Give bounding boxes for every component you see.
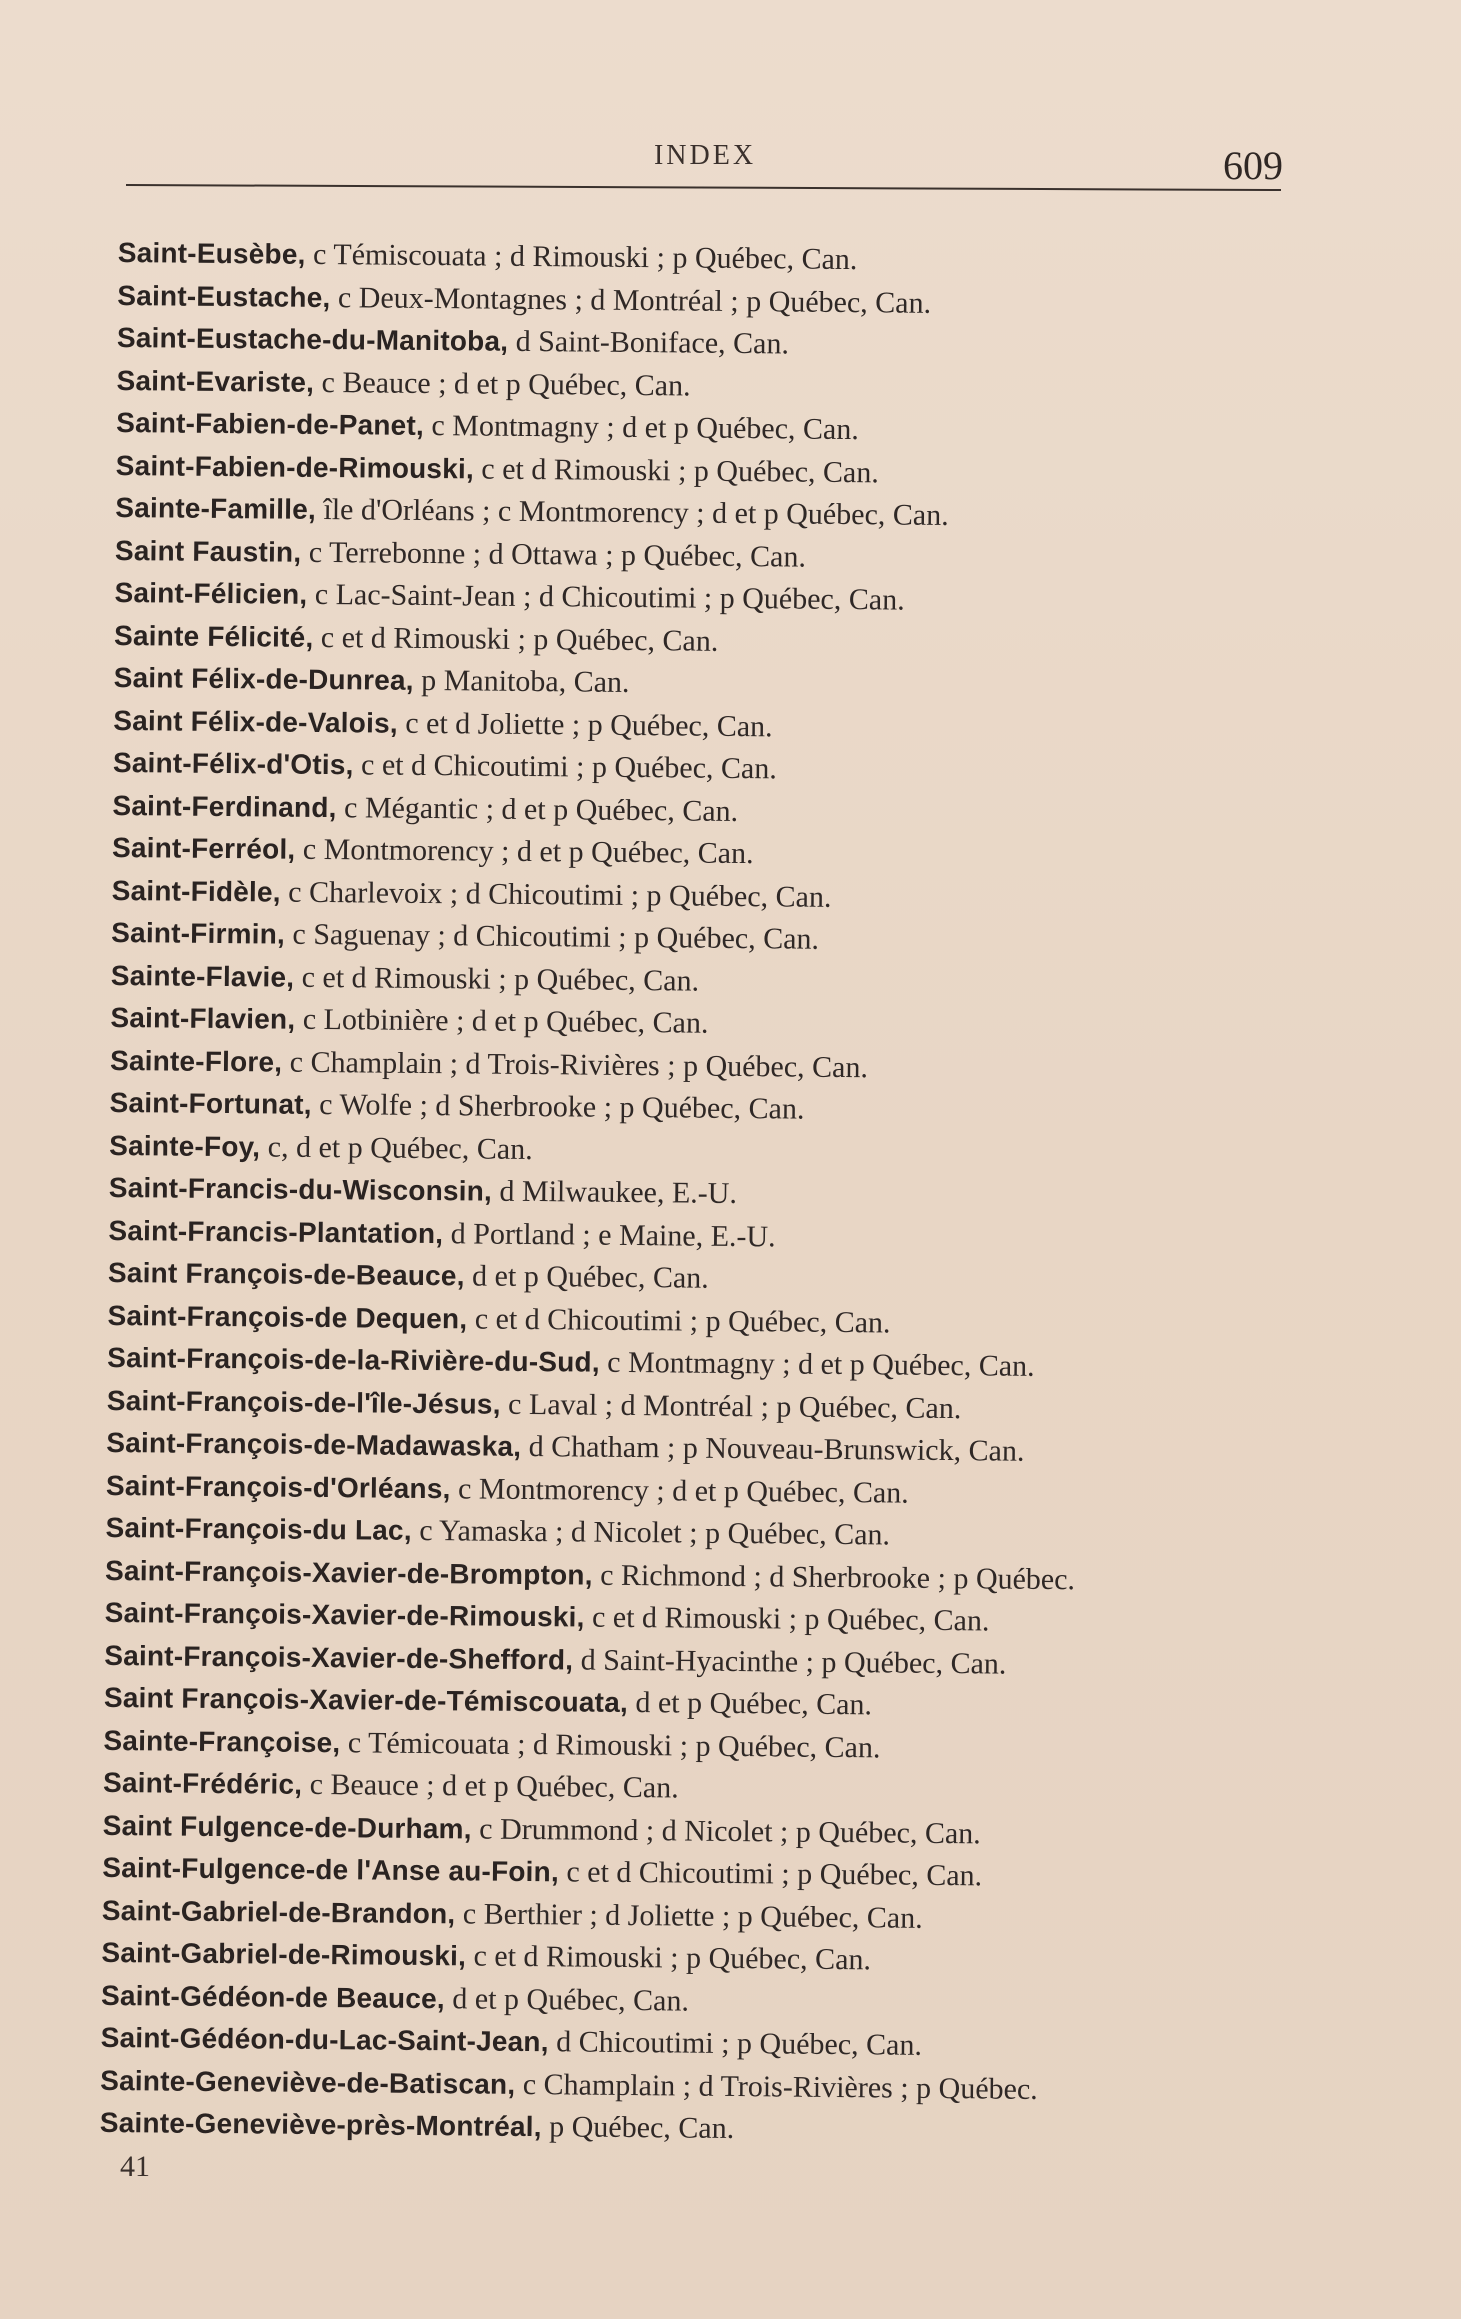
entry-details: c Yamaska ; d Nicolet ; p Québec, Can. [411, 1513, 891, 1552]
entry-details: c et d Rimouski ; p Québec, Can. [584, 1600, 990, 1638]
header-rule [126, 184, 1281, 191]
entry-place-name: Saint-Evariste, [116, 364, 315, 398]
entry-place-name: Sainte-Flavie, [110, 959, 295, 993]
entry-details: c Beauce ; d et p Québec, Can. [302, 1767, 679, 1805]
entry-details: c et d Rimouski ; p Québec, Can. [294, 960, 700, 998]
entry-details: c Beauce ; d et p Québec, Can. [313, 365, 691, 403]
entry-place-name: Saint-François-d'Orléans, [105, 1469, 451, 1504]
entry-place-name: Saint-François-de-la-Rivière-du-Sud, [107, 1341, 600, 1378]
entry-place-name: Saint-Francis-Plantation, [108, 1214, 444, 1249]
entry-details: c Champlain ; d Trois-Rivières ; p Québec. [515, 2067, 1038, 2106]
entry-details: c Berthier ; d Joliette ; p Québec, Can. [455, 1896, 923, 1935]
entry-place-name: Saint-Fabien-de-Panet, [116, 406, 425, 441]
entry-details: p Manitoba, Can. [413, 663, 630, 699]
entry-place-name: Sainte-Geneviève-de-Batiscan, [100, 2064, 516, 2100]
entry-details: c Drummond ; d Nicolet ; p Québec, Can. [471, 1811, 981, 1850]
entry-place-name: Saint-Eustache-du-Manitoba, [116, 321, 509, 357]
entry-place-name: Saint-Félicien, [114, 576, 308, 610]
entry-details: c Champlain ; d Trois-Rivières ; p Québec, Can. [282, 1045, 869, 1084]
entry-place-name: Saint Faustin, [114, 534, 302, 568]
entry-place-name: Saint-François-de-l'île-Jésus, [106, 1384, 501, 1420]
running-head: INDEX [653, 140, 757, 171]
entry-place-name: Saint Félix-de-Dunrea, [113, 661, 414, 696]
entry-details: c Montmagny ; d et p Québec, Can. [599, 1345, 1035, 1383]
page-number: 609 [1223, 143, 1283, 188]
entry-place-name: Sainte-Geneviève-près-Montréal, [99, 2106, 542, 2143]
entry-place-name: Saint-François-du Lac, [105, 1511, 412, 1546]
entry-details: c Montmagny ; d et p Québec, Can. [423, 408, 859, 447]
entry-details: c et d Rimouski ; p Québec, Can. [313, 620, 719, 658]
entry-details: c Terrebonne ; d Ottawa ; p Québec, Can. [301, 535, 807, 574]
entry-details: c, d et p Québec, Can. [260, 1129, 533, 1166]
entry-details: c Charlevoix ; d Chicoutimi ; p Québec, Can. [280, 875, 832, 914]
signature-mark: 41 [120, 2150, 150, 2183]
entry-place-name: Saint-François-Xavier-de-Brompton, [105, 1554, 593, 1591]
entry-place-name: Saint-Gédéon-de Beauce, [100, 1979, 446, 2014]
entry-details: d Chicoutimi ; p Québec, Can. [548, 2025, 923, 2062]
entry-place-name: Saint-Fabien-de-Rimouski, [115, 449, 475, 484]
entry-place-name: Saint-Fidèle, [111, 874, 281, 908]
entry-place-name: Sainte-Flore, [109, 1044, 283, 1078]
entry-details: d Saint-Boniface, Can. [508, 324, 790, 361]
entry-place-name: Saint-Fortunat, [109, 1086, 312, 1120]
entry-place-name: Saint-Gabriel-de-Brandon, [101, 1894, 456, 1929]
entry-details: c et d Rimouski ; p Québec, Can. [465, 1939, 872, 1977]
entry-details: c et d Chicoutimi ; p Québec, Can. [467, 1301, 891, 1339]
entry-details: c Témiscouata ; d Rimouski ; p Québec, Can. [305, 237, 858, 277]
entry-details: d Portland ; e Maine, E.-U. [443, 1216, 776, 1253]
entry-place-name: Saint-Firmin, [111, 916, 286, 950]
entry-details: c et d Chicoutimi ; p Québec, Can. [353, 748, 778, 786]
entry-place-name: Saint-Ferdinand, [112, 789, 337, 823]
entry-place-name: Sainte-Françoise, [103, 1724, 341, 1758]
entry-place-name: Sainte Félicité, [113, 619, 314, 653]
entry-details: c Lac-Saint-Jean ; d Chicoutimi ; p Québec, Can. [307, 577, 905, 617]
entry-place-name: Saint François-Xavier-de-Témiscouata, [103, 1681, 629, 1718]
entry-place-name: Saint-Flavien, [110, 1001, 296, 1035]
entry-details: p Québec, Can. [541, 2110, 735, 2146]
entry-place-name: Saint-Francis-du-Wisconsin, [108, 1171, 493, 1207]
entry-details: c Lotbinière ; d et p Québec, Can. [295, 1002, 709, 1040]
entry-place-name: Sainte-Famille, [115, 491, 317, 525]
entry-details: c Témicouata ; d Rimouski ; p Québec, Can. [340, 1725, 881, 1764]
entry-details: c et d Chicoutimi ; p Québec, Can. [558, 1855, 983, 1893]
entry-details: c Laval ; d Montréal ; p Québec, Can. [500, 1387, 962, 1425]
entry-details: d et p Québec, Can. [627, 1685, 873, 1722]
entry-details: d et p Québec, Can. [444, 1981, 690, 2018]
entry-details: c Saguenay ; d Chicoutimi ; p Québec, Can. [284, 917, 820, 956]
entry-details: d Milwaukee, E.-U. [491, 1174, 738, 1210]
entry-details: c Richmond ; d Sherbrooke ; p Québec. [592, 1558, 1076, 1596]
entry-details: c Deux-Montagnes ; d Montréal ; p Québec, Can. [330, 280, 932, 320]
entry-details: c et d Joliette ; p Québec, Can. [397, 706, 773, 743]
entry-place-name: Saint-François-de-Madawaska, [106, 1426, 522, 1462]
entry-place-name: Saint-Gabriel-de-Rimouski, [101, 1936, 467, 1972]
entry-details: d Chatham ; p Nouveau-Brunswick, Can. [521, 1429, 1025, 1468]
entry-details: c et d Rimouski ; p Québec, Can. [473, 451, 879, 489]
entry-place-name: Saint François-de-Beauce, [107, 1256, 465, 1292]
entry-place-name: Saint-François-de Dequen, [107, 1299, 468, 1334]
entry-place-name: Sainte-Foy, [109, 1129, 261, 1162]
entry-details: c Mégantic ; d et p Québec, Can. [336, 790, 739, 828]
entry-details: île d'Orléans ; c Montmorency ; d et p Québec, Can. [315, 492, 949, 532]
entry-place-name: Saint Fulgence-de-Durham, [102, 1809, 472, 1844]
entry-details: c Wolfe ; d Sherbrooke ; p Québec, Can. [311, 1087, 805, 1126]
entry-place-name: Saint-Fulgence-de l'Anse au-Foin, [102, 1851, 560, 1888]
entry-details: c Montmorency ; d et p Québec, Can. [295, 832, 754, 871]
entry-place-name: Saint-Eustache, [117, 279, 331, 313]
entry-place-name: Saint-Eusèbe, [117, 236, 306, 270]
entry-place-name: Saint-François-Xavier-de-Rimouski, [104, 1596, 585, 1633]
entry-place-name: Saint-Frédéric, [102, 1766, 303, 1800]
index-entries [100, 232, 1288, 2156]
entry-place-name: Saint-Félix-d'Otis, [112, 746, 354, 781]
entry-place-name: Saint-Ferréol, [111, 831, 296, 865]
entry-place-name: Saint Félix-de-Valois, [113, 704, 398, 739]
entry-details: d Saint-Hyacinthe ; p Québec, Can. [573, 1642, 1007, 1681]
entry-details: d et p Québec, Can. [464, 1259, 709, 1295]
entry-place-name: Saint-Gédéon-du-Lac-Saint-Jean, [100, 2021, 549, 2058]
entry-place-name: Saint-François-Xavier-de-Shefford, [104, 1639, 574, 1675]
entry-details: c Montmorency ; d et p Québec, Can. [450, 1471, 909, 1510]
